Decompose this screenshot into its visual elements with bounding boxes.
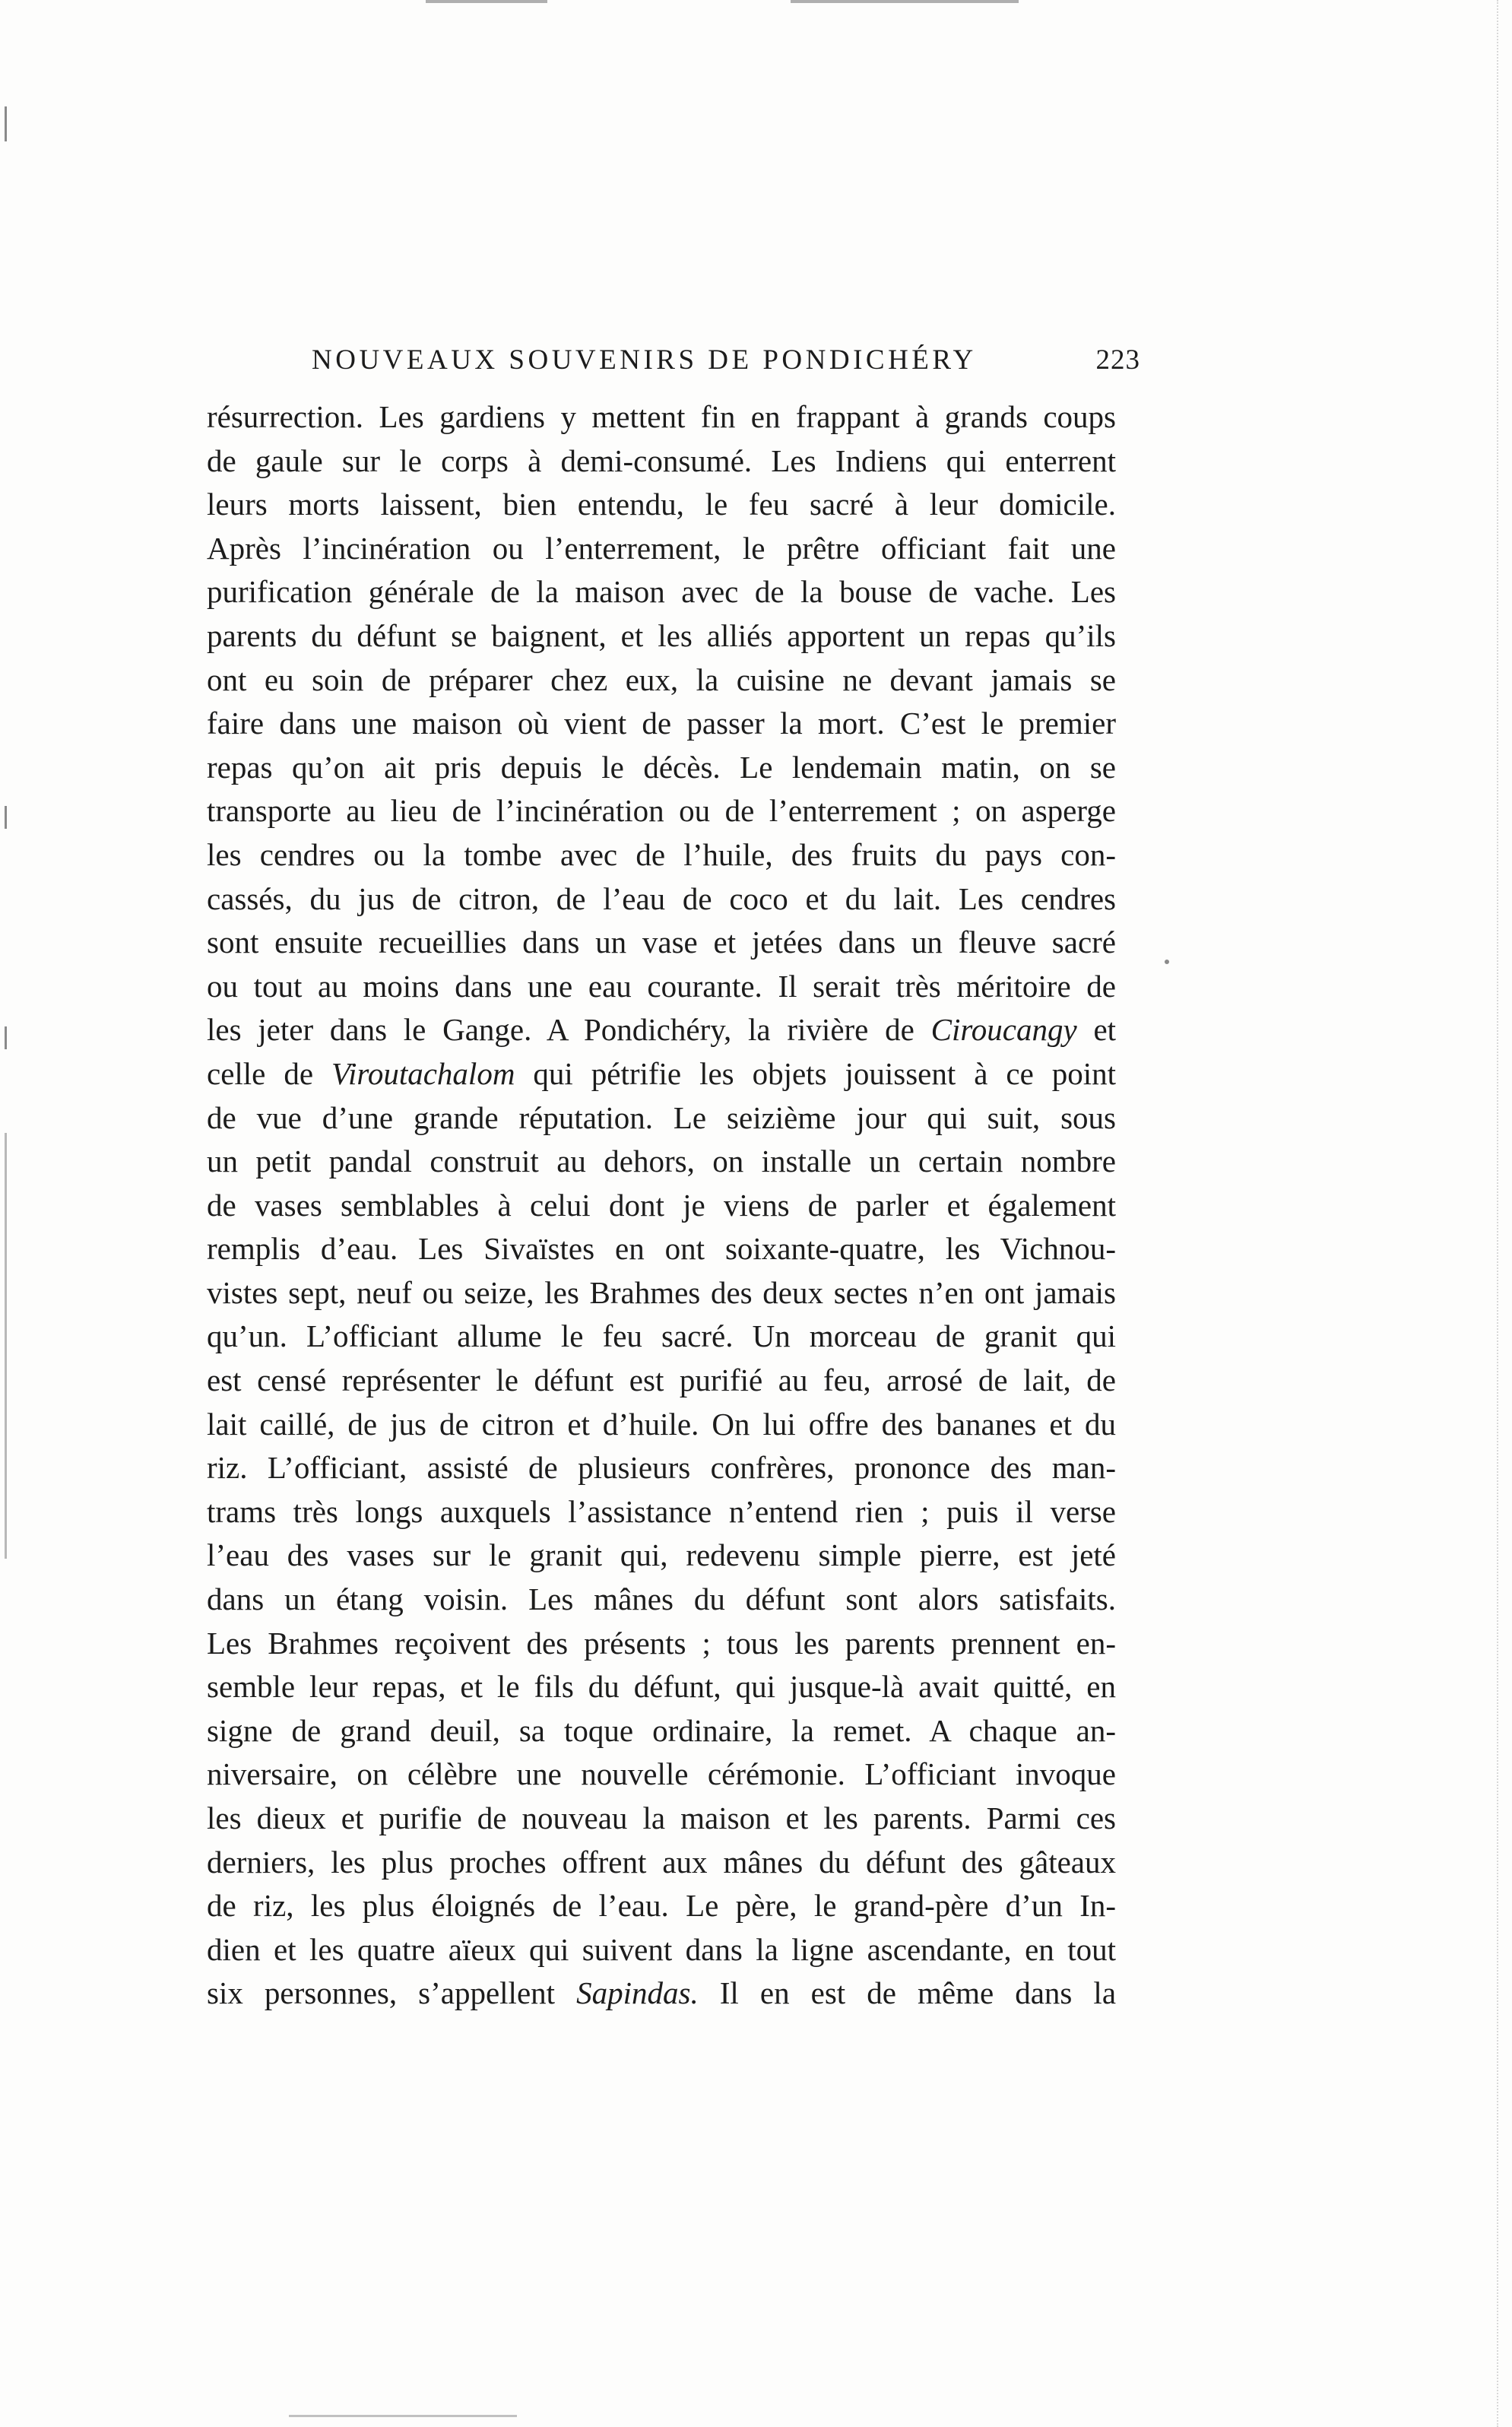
text-line: de riz, les plus éloignés de l’eau. Le père, le grand-père d’un In- — [207, 1888, 1116, 1924]
scan-edge — [1497, 0, 1512, 2427]
text-line: derniers, les plus proches offrent aux mânes du défunt des gâteaux — [207, 1844, 1116, 1880]
text-line: de vue d’une grande réputation. Le seizième jour qui suit, sous — [207, 1099, 1116, 1135]
text-segment: et — [1093, 1012, 1117, 1048]
text-line: est censé représenter le défunt est purifié au feu, arrosé de lait, de — [207, 1363, 1116, 1398]
scan-mark — [5, 806, 7, 829]
text-line: signe de grand deuil, sa toque ordinaire, la remet. A chaque an- — [207, 1712, 1116, 1748]
scan-mark — [5, 1133, 7, 1559]
text-line: riz. L’officiant, assisté de plusieurs confrères, prononce des man- — [207, 1450, 1116, 1486]
text-line: les dieux et purifie de nouveau la maison et les parents. Parmi ces — [207, 1800, 1116, 1835]
text-line: cassés, du jus de citron, de l’eau de coco et du lait. Les cendres — [207, 880, 1116, 916]
text-line: repas qu’on ait pris depuis le décès. Le lendemain matin, on se — [207, 749, 1116, 785]
text-line: lait caillé, de jus de citron et d’huile. On lui offre des bananes et du — [207, 1406, 1116, 1442]
text-line: résurrection. Les gardiens y mettent fin en frappant à grands coups — [207, 399, 1116, 434]
text-line-with-italic — [207, 1972, 1116, 2016]
text-line: de gaule sur le corps à demi-consumé. Les Indiens qui enterrent — [207, 443, 1116, 478]
text-line: Après l’incinération ou l’enterrement, le prêtre officiant fait une — [207, 530, 1116, 566]
text-line: qu’un. L’officiant allume le feu sacré. Un morceau de granit qui — [207, 1318, 1116, 1354]
text-line: un petit pandal construit au dehors, on installe un certain nombre — [207, 1144, 1116, 1179]
text-line: de vases semblables à celui dont je viens de parler et également — [207, 1187, 1116, 1223]
text-line: parents du défunt se baignent, et les alliés apportent un repas qu’ils — [207, 617, 1116, 653]
body-text — [207, 395, 1116, 2016]
scan-speck — [791, 0, 1019, 3]
text-line: dans un étang voisin. Les mânes du défunt sont alors satisfaits. — [207, 1582, 1116, 1617]
scan-rule — [289, 2415, 517, 2417]
text-line: transporte au lieu de l’incinération ou de l’enterrement ; on asperge — [207, 793, 1116, 829]
text-line: ont eu soin de préparer chez eux, la cuisine ne devant jamais se — [207, 661, 1116, 697]
text-line: trams très longs auxquels l’assistance n’entend rien ; puis il verse — [207, 1493, 1116, 1529]
scan-speck — [426, 0, 547, 3]
text-segment: les jeter dans le Gange. A Pondichéry, la rivière de — [207, 1012, 914, 1048]
text-line: semble leur repas, et le fils du défunt, qui jusque-là avait quitté, en — [207, 1669, 1116, 1705]
text-segment: six personnes, s’appellent — [207, 1975, 556, 2011]
text-line: leurs morts laissent, bien entendu, le feu sacré à leur domicile. — [207, 487, 1116, 522]
scan-mark — [5, 1026, 7, 1049]
text-line: niversaire, on célèbre une nouvelle cérémonie. L’officiant invoque — [207, 1756, 1116, 1792]
text-segment: celle de — [207, 1055, 314, 1091]
text-segment: Il en est de même dans la — [719, 1975, 1117, 2011]
page-number: 223 — [1095, 344, 1140, 376]
text-line: ou tout au moins dans une eau courante. Il serait très méritoire de — [207, 968, 1116, 1004]
text-line: remplis d’eau. Les Sivaïstes en ont soixante-quatre, les Vichnou- — [207, 1231, 1116, 1267]
text-line: purification générale de la maison avec de la bouse de vache. Les — [207, 574, 1116, 610]
italic-term: Sapindas. — [576, 1975, 699, 2011]
italic-place-name: Ciroucangy — [930, 1012, 1077, 1048]
running-title: NOUVEAUX SOUVENIRS DE PONDICHÉRY — [312, 344, 977, 376]
text-segment: qui pétrifie les objets jouissent à ce point — [533, 1055, 1117, 1091]
text-line-with-italic — [207, 1052, 1116, 1096]
italic-place-name: Viroutachalom — [331, 1055, 515, 1091]
scan-mark — [5, 106, 7, 141]
text-line: faire dans une maison où vient de passer la mort. C’est le premier — [207, 706, 1116, 741]
text-line: l’eau des vases sur le granit qui, redevenu simple pierre, est jeté — [207, 1537, 1116, 1573]
text-line: Les Brahmes reçoivent des présents ; tous les parents prennent en- — [207, 1625, 1116, 1661]
running-header — [312, 344, 1140, 389]
scan-speck — [1165, 960, 1169, 964]
text-line: les cendres ou la tombe avec de l’huile, des fruits du pays con- — [207, 836, 1116, 872]
text-line: dien et les quatre aïeux qui suivent dans la ligne ascendante, en tout — [207, 1931, 1116, 1967]
text-line: sont ensuite recueillies dans un vase et jetées dans un fleuve sacré — [207, 925, 1116, 960]
text-line-with-italic — [207, 1008, 1116, 1052]
text-line: vistes sept, neuf ou seize, les Brahmes des deux sectes n’en ont jamais — [207, 1274, 1116, 1310]
